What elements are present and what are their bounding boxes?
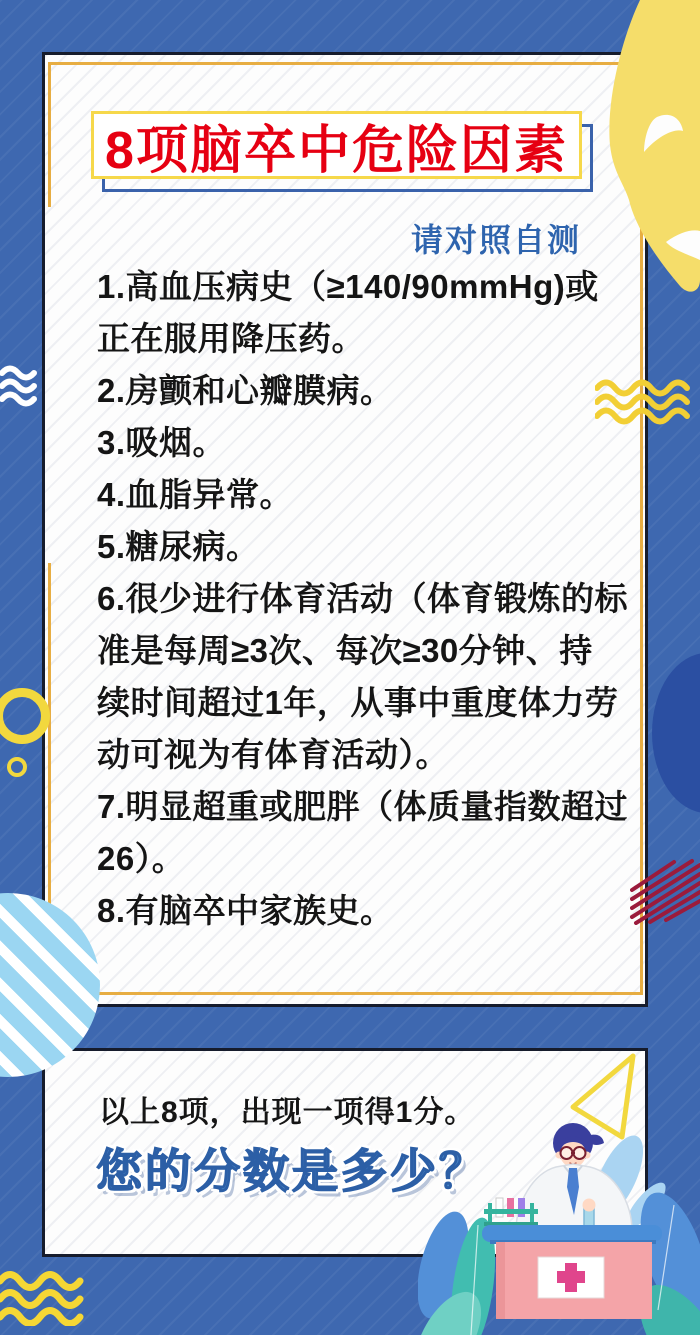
risk-list-line: 4.血脂异常。 [97, 476, 294, 513]
score-instruction: 以上8项，出现一项得1分。 [99, 1096, 476, 1129]
gold-frame-bottom [48, 992, 643, 995]
risk-list-line: 2.房颤和心瓣膜病。 [97, 372, 394, 409]
wave-lines-icon [0, 364, 40, 408]
doctor-illustration [418, 1055, 700, 1335]
wave-lines-icon [0, 1264, 92, 1326]
blue-blob-shape [652, 653, 700, 813]
risk-list-line: 7.明显超重或肥胖（体质量指数超过 [97, 788, 629, 825]
risk-list-line: 26）。 [97, 840, 186, 877]
risk-list-line: 续时间超过1年，从事中重度体力劳 [97, 684, 619, 721]
risk-list-line: 8.有脑卒中家族史。 [97, 892, 394, 929]
score-question: 您的分数是多少？ [96, 1145, 488, 1197]
risk-factors-card [42, 52, 648, 1007]
gold-frame-top [48, 62, 643, 65]
yellow-blob-shape [600, 0, 700, 310]
risk-list-line: 5.糖尿病。 [97, 528, 260, 565]
page-title: 8项脑卒中危险因素 [105, 121, 568, 180]
ring-icon [7, 757, 27, 777]
title-banner [91, 111, 582, 179]
subtitle: 请对照自测 [410, 222, 581, 258]
risk-list-line: 准是每周≥3次、每次≥30分钟、持 [97, 632, 593, 669]
gold-frame-left-upper [48, 62, 51, 207]
wave-lines-icon [595, 378, 700, 426]
risk-list-line: 正在服用降压药。 [97, 320, 365, 357]
risk-list [97, 261, 649, 937]
risk-list-line: 3.吸烟。 [97, 424, 227, 461]
risk-list-line: 6.很少进行体育活动（体育锻炼的标 [97, 580, 629, 617]
risk-list-line: 动可视为有体育活动）。 [97, 736, 449, 773]
risk-list-line: 1.高血压病史（≥140/90mmHg)或 [97, 268, 599, 305]
hatch-lines-icon [630, 850, 700, 925]
